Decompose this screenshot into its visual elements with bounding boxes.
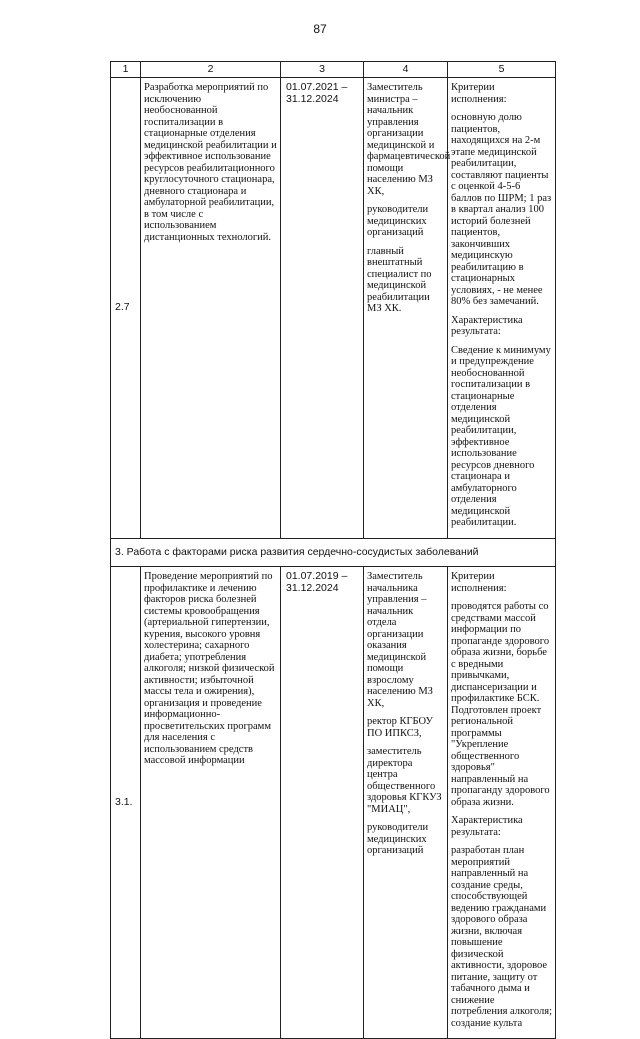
responsible-item: ректор КГБОУ ПО ИПКСЗ,: [367, 716, 433, 739]
period-text: 01.07.2021 – 31.12.2024: [286, 81, 348, 105]
column-header: 2: [141, 62, 281, 78]
activity-text: Проведение мероприятий по профилактике и лечению факторов риска болезней системы кровообращения (артериальной гипертензии, курения, высокого уровня холестерина; сахарного диабета; употребления алкоголя; низкой физической активности; избыточной массы тела и ожирения), организация и проведение информационно-просветительских программ для населения с использованием средств массовой информации: [144, 571, 275, 766]
page-number: 87: [313, 22, 327, 36]
criteria-text: основную долю пациентов, находящихся на 2-м этапе медицинской реабилитации, составляют пациенты с оценкой 4-5-6 баллов по ШРМ; 1 раз в квартал анализ 100 историй болезней пациентов, закончивших медицинскую реабилитацию в стационарных условиях, - не менее 80% без замечаний.: [451, 112, 552, 307]
result-text: разработан план мероприятий направленный на создание среды, способствующей ведению гражданами здорового образа жизни, включая повышение физической активности, здоровое питание, защиту от табачного дыма и снижение потребления алкоголя; создание культа: [451, 845, 552, 1029]
result-cell: [448, 567, 556, 1039]
responsible-item: Заместитель начальника управления – начальник отдела организации оказания медицинской помощи взрослому населению МЗ ХК,: [367, 571, 433, 709]
period-text: 01.07.2019 – 31.12.2024: [286, 570, 348, 594]
criteria-title: Критерии исполнения:: [451, 82, 507, 105]
activity-cell: [141, 78, 281, 539]
activity-cell: [141, 567, 281, 1039]
period-cell: [281, 567, 364, 1039]
responsible-cell: [364, 78, 451, 539]
result-text: Сведение к минимуму и предупреждение необоснованной госпитализации в стационарные отделения медицинской реабилитации, эффективное использование ресурсов дневного стационара и амбулаторного отделения медицинской реабилитации.: [451, 344, 551, 528]
column-number-row: [111, 62, 556, 78]
column-header: 1: [111, 62, 141, 78]
row-number: 2.7: [111, 78, 141, 539]
responsible-item: руководители медицинских организаций: [367, 822, 429, 856]
table-row: [111, 78, 556, 539]
criteria-text: проводятся работы со средствами массой информации по пропаганде здорового образа жизни, борьбе с вредными привычками, диспансеризации и профилактике БСК. Подготовлен проект региональной программы "Укрепление общественного здоровья" направленный на пропаганду здорового образа жизни.: [451, 601, 550, 808]
responsible-item: заместитель директора центра общественного здоровья КГКУЗ "МИАЦ",: [367, 746, 442, 815]
activity-text: Разработка мероприятий по исключению необоснованной госпитализации в стационарные отделения медицинской реабилитации и эффективное использование ресурсов реабилитационного круглосуточного стационара, дневного стационара и амбулаторной реабилитации, в том числе с использованием дистанционных технологий.: [144, 82, 277, 243]
row-number: 3.1.: [111, 567, 141, 1039]
result-title: Характеристика результата:: [451, 314, 523, 337]
section-title: 3. Работа с факторами риска развития сердечно-сосудистых заболеваний: [111, 538, 556, 567]
result-cell: [448, 78, 556, 539]
responsible-item: руководители медицинских организаций: [367, 204, 429, 238]
result-title: Характеристика результата:: [451, 815, 523, 838]
measures-table: [110, 61, 556, 1039]
period-cell: [281, 78, 364, 539]
responsible-item: главный внештатный специалист по медицинской реабилитации МЗ ХК.: [367, 245, 432, 314]
column-header: 4: [364, 62, 448, 78]
responsible-item: Заместитель министра – начальник управления организации медицинской и фармацевтической помощи населению МЗ ХК,: [367, 82, 451, 197]
section-row: [111, 538, 556, 567]
criteria-title: Критерии исполнения:: [451, 571, 507, 594]
responsible-cell: [364, 567, 448, 1039]
column-header: 5: [448, 62, 556, 78]
table-row: [111, 567, 556, 1039]
column-header: 3: [281, 62, 364, 78]
